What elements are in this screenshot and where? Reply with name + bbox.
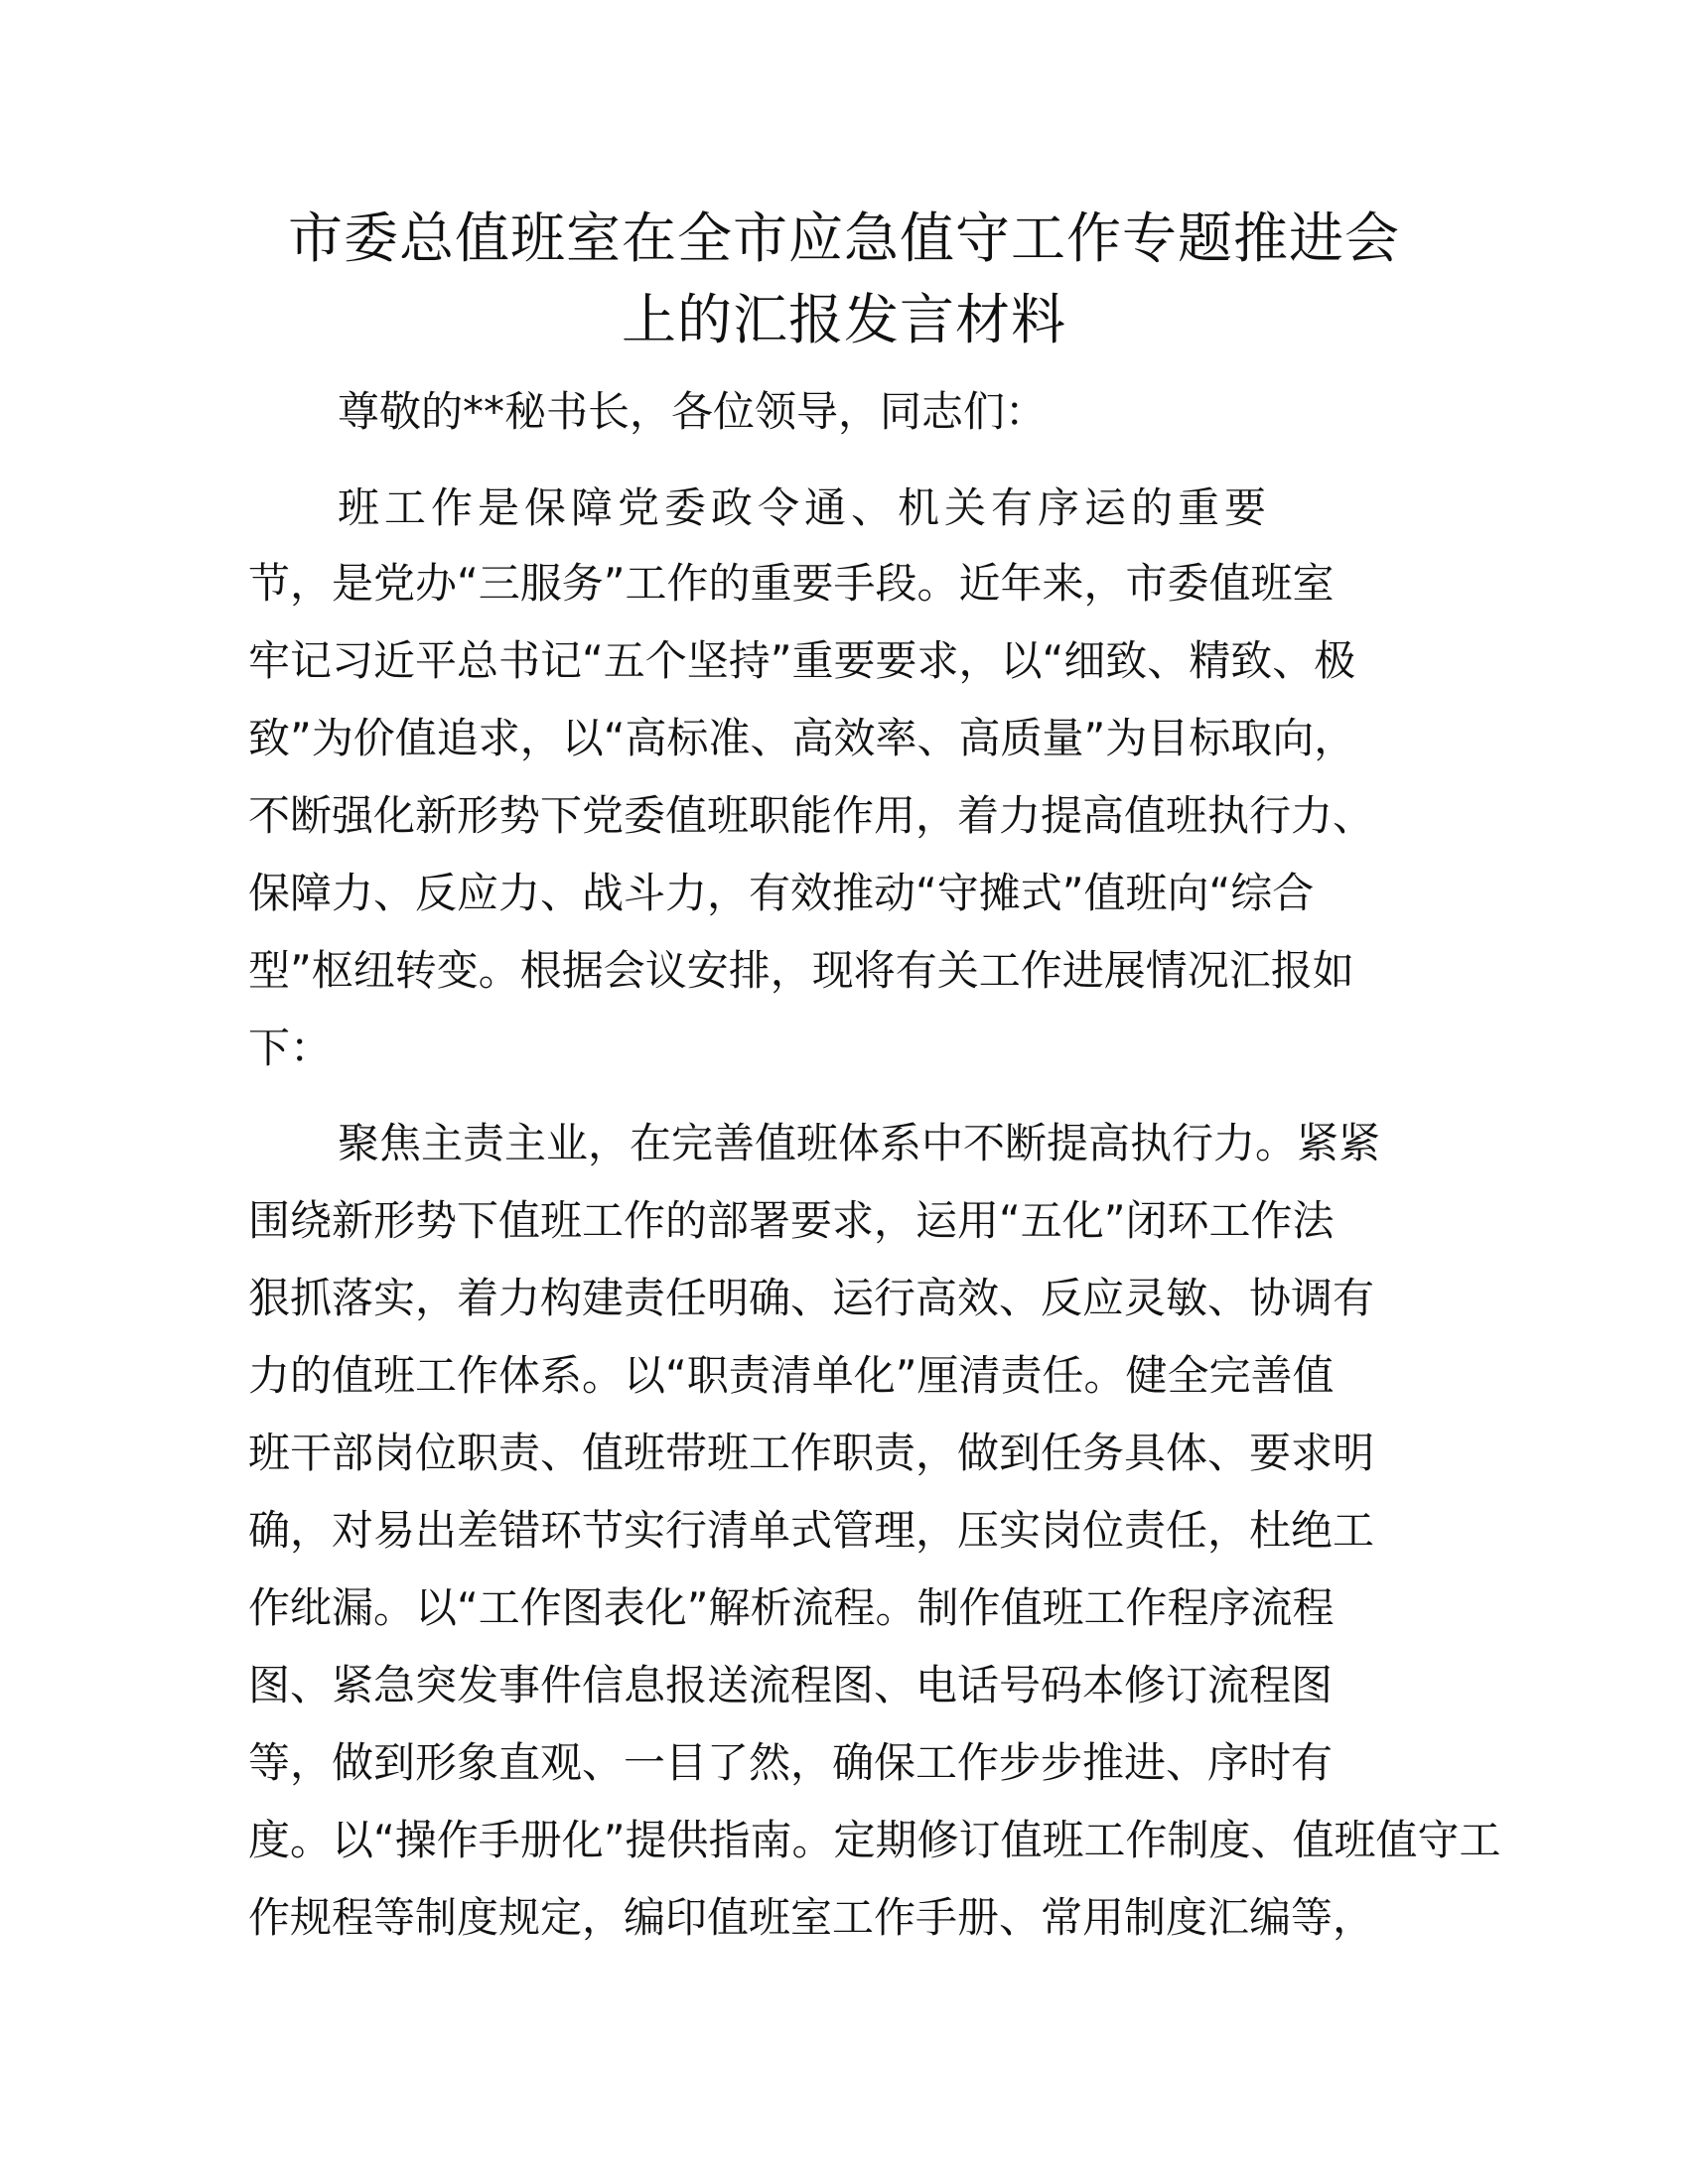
paragraph-1-line: 节，是党办“三服务”工作的重要手段。近年来，市委值班室 <box>248 559 1335 608</box>
paragraph-2-line: 围绕新形势下值班工作的部署要求，运用“五化”闭环工作法 <box>248 1196 1335 1245</box>
paragraph-1-line: 保障力、反应力、战斗力，有效推动“守摊式”值班向“综合 <box>248 869 1315 917</box>
paragraph-1-line: 牢记习近平总书记“五个坚持”重要要求，以“细致、精致、极 <box>248 636 1356 685</box>
paragraph-2-line: 作纰漏。以“工作图表化”解析流程。制作值班工作程序流程 <box>248 1583 1335 1632</box>
paragraph-2-line: 图、紧急突发事件信息报送流程图、电话号码本修订流程图 <box>248 1661 1334 1709</box>
paragraph-1-line: 不断强化新形势下党委值班职能作用，着力提高值班执行力、 <box>248 791 1375 840</box>
paragraph-2-line: 聚焦主责主业，在完善值班体系中不断提高执行力。紧紧 <box>338 1119 1381 1167</box>
paragraph-1-line: 下： <box>248 1024 333 1072</box>
paragraph-2-line: 等，做到形象直观、一目了然，确保工作步步推进、序时有 <box>248 1738 1334 1787</box>
paragraph-1-line: 致”为价值追求，以“高标准、高效率、高质量”为目标取向， <box>248 714 1356 762</box>
paragraph-2-line: 度。以“操作手册化”提供指南。定期修订值班工作制度、值班值守工 <box>248 1816 1501 1864</box>
salutation: 尊敬的**秘书长，各位领导，同志们： <box>338 387 1048 436</box>
paragraph-2-line: 作规程等制度规定，编印值班室工作手册、常用制度汇编等， <box>248 1893 1375 1942</box>
paragraph-2-line: 狠抓落实，着力构建责任明确、运行高效、反应灵敏、协调有 <box>248 1274 1375 1322</box>
paragraph-1-line: 型”枢纽转变。根据会议安排，现将有关工作进展情况汇报如 <box>248 946 1354 995</box>
document-title-line-1: 市委总值班室在全市应急值守工作专题推进会 <box>287 206 1400 270</box>
paragraph-2-line: 确，对易出差错环节实行清单式管理，压实岗位责任，杜绝工 <box>248 1506 1375 1555</box>
document-title-line-2: 上的汇报发言材料 <box>621 288 1066 351</box>
paragraph-1-line: 班工作是保障党委政令通、机关有序运的重要 <box>338 483 1272 532</box>
paragraph-2-line: 班干部岗位职责、值班带班工作职责，做到任务具体、要求明 <box>248 1429 1375 1477</box>
paragraph-2-line: 力的值班工作体系。以“职责清单化”厘清责任。健全完善值 <box>248 1351 1335 1400</box>
